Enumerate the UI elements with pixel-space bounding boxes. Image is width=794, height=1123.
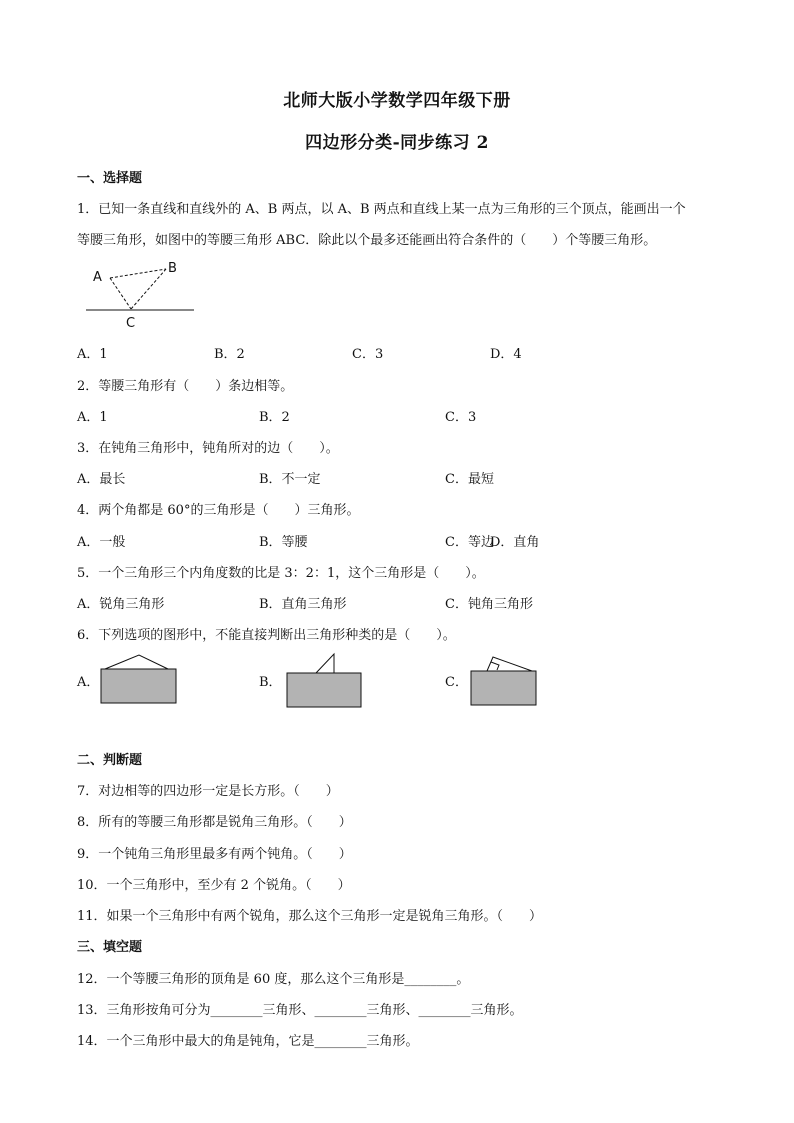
q6-option-b[interactable]: B． [259,675,282,690]
q6b-covering-rect [287,673,361,707]
q6-option-a[interactable]: A． [77,675,100,690]
question-11: 11．如果一个三角形中有两个锐角，那么这个三角形一定是锐角三角形。（ ） [77,909,543,924]
q5-option-a[interactable]: A．锐角三角形 [77,597,165,612]
question-5: 5．一个三角形三个内角度数的比是 3：2：1，这个三角形是（ ）。 [77,566,485,581]
question-14: 14．一个三角形中最大的角是钝角，它是________三角形。 [77,1034,419,1049]
question-3: 3．在钝角三角形中，钝角所对的边（ ）。 [77,441,339,456]
q1-option-a[interactable]: A．1 [77,347,108,362]
q6c-triangle-peak [487,657,532,671]
point-b-label: B [168,261,177,276]
q4-option-d[interactable]: D．直角 [490,535,540,550]
question-13: 13．三角形按角可分为________三角形、________三角形、________三角形。 [77,1003,523,1018]
q6a-covering-rect [101,669,176,703]
section-judge-heading: 二、判断题 [77,753,143,768]
question-8: 8．所有的等腰三角形都是锐角三角形。（ ） [77,815,352,830]
question-6: 6．下列选项的图形中，不能直接判断出三角形种类的是（ ）。 [77,628,456,643]
q4-option-c[interactable]: C．等边 [445,535,494,550]
section-choice-heading: 一、选择题 [77,171,143,186]
q1-option-c[interactable]: C．3 [352,347,384,362]
q5-option-b[interactable]: B．直角三角形 [259,597,347,612]
q1-option-b[interactable]: B．2 [214,347,245,362]
segment-ab [110,269,166,278]
page-title: 北师大版小学数学四年级下册 [283,91,511,111]
q6-figure-c [471,657,536,705]
q2-option-b[interactable]: B．2 [259,410,290,425]
q2-option-c[interactable]: C．3 [445,410,477,425]
q6c-covering-rect [471,671,536,705]
q5-option-c[interactable]: C．钝角三角形 [445,597,533,612]
q3-option-b[interactable]: B．不一定 [259,472,321,487]
segment-bc [131,269,166,309]
question-7: 7．对边相等的四边形一定是长方形。（ ） [77,784,339,799]
question-9: 9．一个钝角三角形里最多有两个钝角。（ ） [77,847,352,862]
q6c-right-angle-mark [491,662,499,670]
question-2: 2．等腰三角形有（ ）条边相等。 [77,379,294,394]
page-subtitle: 四边形分类-同步练习 2 [305,133,489,153]
point-a-label: A [93,270,102,285]
q1-option-d[interactable]: D．4 [490,347,522,362]
q6b-triangle-peak [316,654,334,673]
segment-ac [110,278,131,309]
q6-figure-b [287,654,361,707]
q6a-triangle-peak [105,655,168,669]
section-fill-heading: 三、填空题 [77,940,143,955]
q4-option-a[interactable]: A．一般 [77,535,126,550]
question-4: 4．两个角都是 60°的三角形是（ ）三角形。 [77,503,360,518]
q4-option-b[interactable]: B．等腰 [259,535,308,550]
point-c-label: C [126,316,136,331]
q6-figure-a [101,655,176,703]
q3-option-c[interactable]: C．最短 [445,472,494,487]
question-10: 10．一个三角形中，至少有 2 个锐角。（ ） [77,878,351,893]
question-1-line-2: 等腰三角形，如图中的等腰三角形 ABC．除此以个最多还能画出符合条件的（ ）个等腰三角形。 [77,233,657,248]
q2-option-a[interactable]: A．1 [77,410,108,425]
question-12: 12．一个等腰三角形的顶角是 60 度，那么这个三角形是________。 [77,972,470,987]
q6-option-c[interactable]: C． [445,675,468,690]
q3-option-a[interactable]: A．最长 [77,472,126,487]
question-1-line-1: 1．已知一条直线和直线外的 A、B 两点，以 A、B 两点和直线上某一点为三角形的三个顶点，能画出一个 [77,202,686,217]
